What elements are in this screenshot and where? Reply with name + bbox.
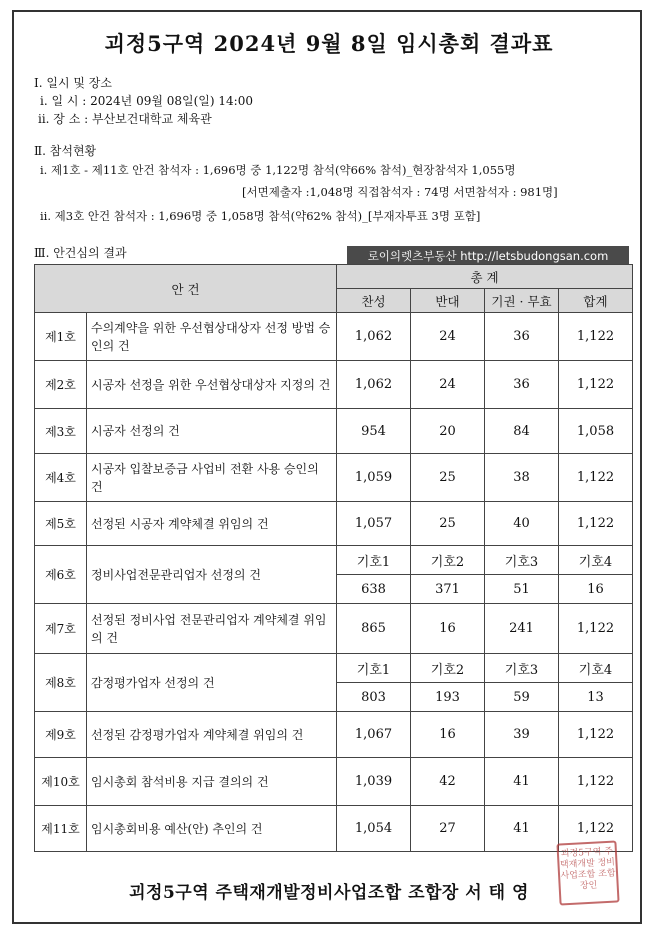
vote-count: 24 [411, 361, 485, 409]
vote-count: 1,122 [559, 502, 633, 546]
seal-text: 괴정5구역 주택재개발 정비사업조합 조합장인 [559, 846, 616, 892]
vote-count: 59 [485, 683, 559, 712]
vote-count: 1,057 [337, 502, 411, 546]
vote-count: 36 [485, 313, 559, 361]
col-header-no: 반대 [411, 289, 485, 313]
vote-count: 1,122 [559, 454, 633, 502]
vote-count: 1,122 [559, 758, 633, 806]
agenda-title: 선정된 정비사업 전문관리업자 계약체결 위임의 건 [87, 604, 337, 654]
official-seal [556, 840, 619, 905]
vote-count: 42 [411, 758, 485, 806]
agenda-title: 임시총회 참석비용 지급 결의의 건 [87, 758, 337, 806]
venue-line: ⅱ. 장 소 : 부산보건대학교 체육관 [38, 112, 212, 126]
table-row [35, 654, 633, 683]
vote-count: 39 [485, 712, 559, 758]
vote-count: 40 [485, 502, 559, 546]
vote-count: 16 [559, 575, 633, 604]
agenda-title: 수의계약을 위한 우선협상대상자 선정 방법 승인의 건 [87, 313, 337, 361]
agenda-number: 제8호 [35, 654, 87, 712]
vote-count: 51 [485, 575, 559, 604]
vote-count: 954 [337, 409, 411, 454]
vote-count: 1,062 [337, 313, 411, 361]
agenda-title: 시공자 선정을 위한 우선협상대상자 지정의 건 [87, 361, 337, 409]
vote-count: 24 [411, 313, 485, 361]
table-row [35, 806, 633, 852]
agenda-number: 제9호 [35, 712, 87, 758]
vote-count: 25 [411, 502, 485, 546]
vote-count: 1,122 [559, 806, 633, 852]
vote-count: 371 [411, 575, 485, 604]
agenda-title: 감정평가업자 선정의 건 [87, 654, 337, 712]
attendance-line-3: ⅱ. 제3호 안건 참석자 : 1,696명 중 1,058명 참석(약62% 참석)_[부재자투표 3명 포함] [40, 209, 481, 223]
vote-count: 1,054 [337, 806, 411, 852]
agenda-number: 제4호 [35, 454, 87, 502]
col-header-yes: 찬성 [337, 289, 411, 313]
vote-count: 27 [411, 806, 485, 852]
attendance-line-1: ⅰ. 제1호 - 제11호 안건 참석자 : 1,696명 중 1,122명 참석(약66% 참석)_현장참석자 1,055명 [40, 163, 516, 177]
candidate-label: 기호2 [411, 654, 485, 683]
agenda-number: 제1호 [35, 313, 87, 361]
vote-count: 84 [485, 409, 559, 454]
watermark: 로이의렛츠부동산 http://letsbudongsan.com [347, 246, 629, 267]
vote-count: 1,062 [337, 361, 411, 409]
candidate-label: 기호1 [337, 654, 411, 683]
agenda-title: 선정된 감정평가업자 계약체결 위임의 건 [87, 712, 337, 758]
section1-heading: Ⅰ. 일시 및 장소 [34, 76, 112, 90]
vote-count: 1,058 [559, 409, 633, 454]
agenda-number: 제10호 [35, 758, 87, 806]
candidate-label: 기호1 [337, 546, 411, 575]
table-row [35, 604, 633, 654]
vote-count: 865 [337, 604, 411, 654]
agenda-number: 제6호 [35, 546, 87, 604]
candidate-label: 기호2 [411, 546, 485, 575]
date-line: ⅰ. 일 시 : 2024년 09월 08일(일) 14:00 [40, 94, 253, 108]
signature: 괴정5구역 주택재개발정비사업조합 조합장 서 태 영 [129, 883, 529, 903]
col-header-abstain: 기권 · 무효 [485, 289, 559, 313]
vote-count: 38 [485, 454, 559, 502]
vote-count: 41 [485, 806, 559, 852]
vote-count: 1,122 [559, 604, 633, 654]
agenda-header: 안 건 [35, 265, 337, 313]
vote-count: 16 [411, 604, 485, 654]
agenda-title: 정비사업전문관리업자 선정의 건 [87, 546, 337, 604]
vote-count: 1,122 [559, 712, 633, 758]
agenda-number: 제5호 [35, 502, 87, 546]
vote-count: 16 [411, 712, 485, 758]
section2-heading: Ⅱ. 참석현황 [34, 144, 97, 158]
vote-count: 41 [485, 758, 559, 806]
agenda-number: 제11호 [35, 806, 87, 852]
results-table [34, 264, 633, 852]
agenda-title: 시공자 선정의 건 [87, 409, 337, 454]
vote-count: 241 [485, 604, 559, 654]
vote-count: 803 [337, 683, 411, 712]
result-sheet [12, 10, 642, 924]
agenda-number: 제7호 [35, 604, 87, 654]
table-row [35, 758, 633, 806]
vote-count: 20 [411, 409, 485, 454]
table-row [35, 361, 633, 409]
col-header-total: 합계 [559, 289, 633, 313]
vote-count: 25 [411, 454, 485, 502]
table-row [35, 454, 633, 502]
total-header: 총 계 [337, 265, 633, 289]
vote-count: 1,039 [337, 758, 411, 806]
agenda-title: 시공자 입찰보증금 사업비 전환 사용 승인의 건 [87, 454, 337, 502]
vote-count: 638 [337, 575, 411, 604]
agenda-title: 임시총회비용 예산(안) 추인의 건 [87, 806, 337, 852]
candidate-label: 기호3 [485, 546, 559, 575]
vote-count: 193 [411, 683, 485, 712]
vote-count: 1,122 [559, 313, 633, 361]
vote-count: 1,059 [337, 454, 411, 502]
vote-count: 1,067 [337, 712, 411, 758]
table-row [35, 313, 633, 361]
agenda-title: 선정된 시공자 계약체결 위임의 건 [87, 502, 337, 546]
page-title: 괴정5구역 2024년 9월 8일 임시총회 결과표 [104, 31, 554, 56]
candidate-label: 기호4 [559, 654, 633, 683]
agenda-number: 제2호 [35, 361, 87, 409]
agenda-number: 제3호 [35, 409, 87, 454]
candidate-label: 기호4 [559, 546, 633, 575]
table-row [35, 502, 633, 546]
section3-heading: Ⅲ. 안건심의 결과 [34, 246, 127, 260]
table-row [35, 546, 633, 575]
attendance-line-2: [서면제출자 :1,048명 직접참석자 : 74명 서면참석자 : 981명] [242, 185, 558, 199]
vote-count: 13 [559, 683, 633, 712]
vote-count: 36 [485, 361, 559, 409]
vote-count: 1,122 [559, 361, 633, 409]
table-row [35, 409, 633, 454]
candidate-label: 기호3 [485, 654, 559, 683]
table-row [35, 712, 633, 758]
